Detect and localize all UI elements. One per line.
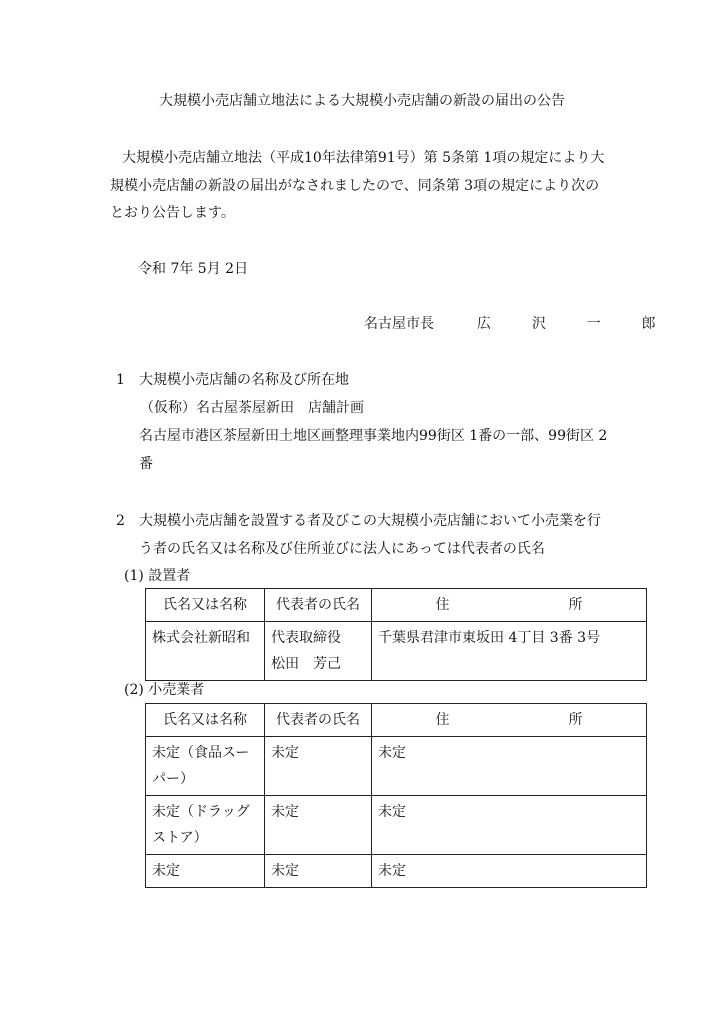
retailer-representative: 未定: [265, 796, 372, 855]
intro-line-3: とおり公告します。: [110, 205, 235, 221]
section1-address-line-1: 名古屋市港区茶屋新田土地区画整理事業地内99街区 1番の一部、99街区 2: [139, 428, 608, 444]
retailer-table: [145, 703, 647, 888]
retailer-representative: 未定: [265, 737, 372, 796]
header-address-part-2: 所: [568, 712, 583, 728]
retailer-name: [146, 796, 265, 855]
retailer-address: 未定: [372, 796, 647, 855]
installer-label: (1) 設置者: [124, 568, 191, 584]
section2-heading-line-1: 大規模小売店舗を設置する者及びこの大規模小売店舗において小売業を行: [139, 513, 601, 529]
table-row: [146, 737, 647, 796]
section1-number: 1: [116, 372, 125, 388]
table-header-row: [146, 589, 647, 622]
header-name: 氏名又は名称: [146, 704, 265, 737]
signature-name-char-1: 広: [476, 316, 491, 332]
header-address-part-2: 所: [568, 597, 583, 613]
retailer-name-line-2: パー）: [152, 771, 194, 787]
retailer-name-line-1: 未定（ドラッグ: [152, 804, 250, 820]
document-title: 大規模小売店舗立地法による大規模小売店舗の新設の届出の公告: [159, 93, 565, 109]
retailer-label: (2) 小売業者: [124, 682, 205, 698]
intro-line-2: 規模小売店舗の新設の届出がなされましたので、同条第 3項の規定により次の: [110, 178, 600, 194]
intro-line-1: 大規模小売店舗立地法（平成10年法律第91号）第 5条第 1項の規定により大: [122, 150, 605, 166]
signature-name-char-4: 郎: [641, 316, 656, 332]
retailer-address: 未定: [372, 737, 647, 796]
retailer-representative: 未定: [265, 855, 372, 888]
section2-heading-line-2: う者の氏名又は名称及び住所並びに法人にあっては代表者の氏名: [139, 541, 545, 557]
installer-name: 株式会社新昭和: [146, 622, 265, 681]
section1-address-line-2: 番: [139, 456, 153, 472]
signature-name-char-2: 沢: [531, 316, 546, 332]
installer-address: 千葉県君津市東坂田 4丁目 3番 3号: [372, 622, 647, 681]
section1-store-name: （仮称）名古屋茶屋新田 店舗計画: [140, 400, 364, 416]
installer-rep-title: 代表取締役: [271, 630, 341, 646]
retailer-name-line-2: ストア）: [152, 830, 208, 846]
retailer-address: 未定: [372, 855, 647, 888]
table-row: [146, 622, 647, 681]
installer-rep-name: 松田 芳己: [271, 656, 341, 672]
header-address: [372, 704, 647, 737]
header-representative: 代表者の氏名: [265, 589, 372, 622]
retailer-name: [146, 737, 265, 796]
section2-number: 2: [116, 513, 125, 529]
table-header-row: [146, 704, 647, 737]
header-address: [372, 589, 647, 622]
installer-table: [145, 588, 647, 681]
header-address-part-1: 住: [435, 597, 450, 613]
notice-date: 令和 7年 5月 2日: [138, 261, 249, 277]
signature-office: 名古屋市長: [364, 316, 434, 332]
installer-representative: [265, 622, 372, 681]
header-address-part-1: 住: [435, 712, 450, 728]
retailer-name: 未定: [146, 855, 265, 888]
section1-heading: 大規模小売店舗の名称及び所在地: [139, 372, 349, 388]
retailer-name-line-1: 未定（食品スー: [152, 745, 250, 761]
table-row: [146, 796, 647, 855]
signature-name-char-3: 一: [586, 316, 601, 332]
signature: [364, 314, 656, 334]
header-representative: 代表者の氏名: [265, 704, 372, 737]
header-name: 氏名又は名称: [146, 589, 265, 622]
table-row: [146, 855, 647, 888]
